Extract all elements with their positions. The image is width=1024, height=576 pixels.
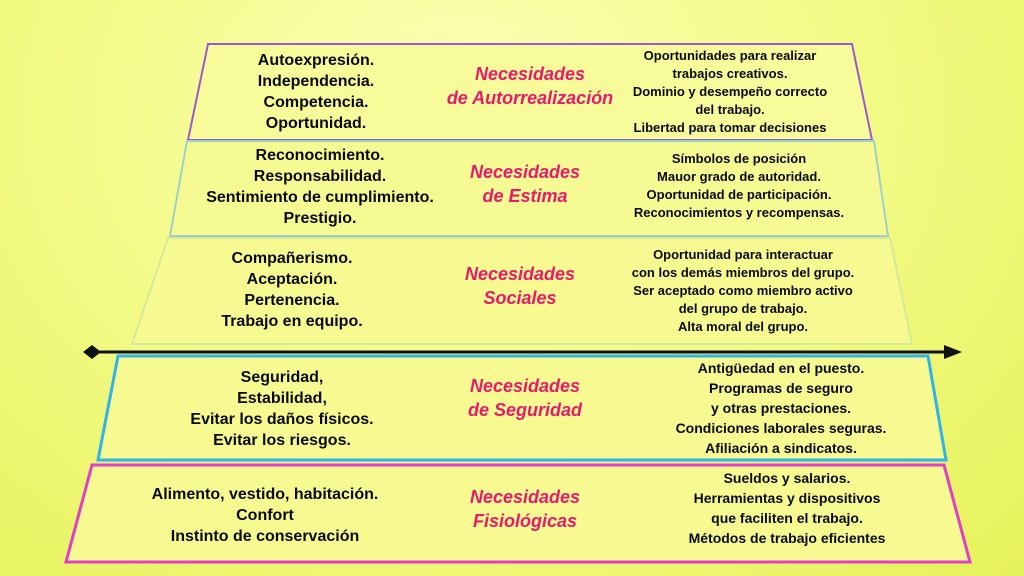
list-item: Mauor grado de autoridad. <box>657 169 821 184</box>
list-item: Seguridad, <box>240 369 324 386</box>
level-fisiologicas-right <box>654 468 920 548</box>
list-item: que faciliten el trabajo. <box>711 510 863 526</box>
list-item: Prestigio. <box>283 210 357 227</box>
list-item: Evitar los riesgos. <box>213 432 351 449</box>
divider-arrow-head-icon <box>944 345 962 359</box>
title-line: Necesidades <box>474 64 586 84</box>
list-item: trabajos creativos. <box>672 66 788 81</box>
list-item: Responsabilidad. <box>253 168 387 185</box>
title-line: de Estima <box>482 186 568 206</box>
list-item: Alta moral del grupo. <box>677 319 808 334</box>
list-item: Autoexpresión. <box>257 52 375 69</box>
title-line: Necesidades <box>469 376 581 396</box>
title-line: Necesidades <box>464 264 576 284</box>
list-item: del trabajo. <box>695 102 765 117</box>
list-item: Métodos de trabajo eficientes <box>688 530 886 546</box>
list-item: Trabajo en equipo. <box>221 313 363 330</box>
list-item: Reconocimiento. <box>255 147 385 164</box>
title-line: Sociales <box>483 288 557 308</box>
level-sociales-right <box>600 246 886 336</box>
list-item: y otras prestaciones. <box>710 400 852 416</box>
title-line: Fisiológicas <box>472 511 578 531</box>
title-line: de Autorrealización <box>446 88 614 108</box>
list-item: Alimento, vestido, habitación. <box>151 486 379 503</box>
level-sociales-title <box>430 262 610 310</box>
list-item: del grupo de trabajo. <box>678 301 808 316</box>
title-line: Necesidades <box>469 162 581 182</box>
list-item: Reconocimientos y recompensas. <box>633 205 845 220</box>
list-item: Símbolos de posición <box>671 151 807 166</box>
level-autorrealizacion-right <box>610 47 850 137</box>
level-seguridad-left <box>160 367 404 451</box>
list-item: Instinto de conservación <box>170 528 360 545</box>
list-item: Sueldos y salarios. <box>723 470 851 486</box>
level-fisiologicas-title <box>440 485 610 533</box>
level-estima-right <box>604 150 874 222</box>
list-item: Compañerismo. <box>231 250 353 267</box>
level-seguridad-right <box>646 358 916 458</box>
list-item: Ser aceptado como miembro activo <box>633 283 853 298</box>
list-item: Libertad para tomar decisiones <box>633 120 827 135</box>
list-item: Independencia. <box>257 73 375 90</box>
list-item: Herramientas y dispositivos <box>693 490 881 506</box>
list-item: Competencia. <box>263 94 369 111</box>
list-item: Oportunidades para realizar <box>643 48 817 63</box>
level-fisiologicas-left <box>120 484 410 547</box>
list-item: Condiciones laborales seguras. <box>675 420 887 436</box>
title-line: Necesidades <box>469 487 581 507</box>
title-line: de Seguridad <box>467 400 583 420</box>
list-item: con los demás miembros del grupo. <box>631 265 855 280</box>
level-estima-title <box>440 160 610 208</box>
list-item: Oportunidad de participación. <box>646 187 832 202</box>
level-autorrealizacion-title <box>440 62 620 110</box>
list-item: Aceptación. <box>246 271 338 288</box>
list-item: Sentimiento de cumplimiento. <box>206 189 434 206</box>
list-item: Estabilidad, <box>237 390 327 407</box>
level-estima-left <box>180 145 460 229</box>
level-autorrealizacion-left <box>216 50 416 134</box>
list-item: Afiliación a sindicatos. <box>705 440 857 456</box>
list-item: Oportunidad para interactuar <box>653 247 833 262</box>
list-item: Oportunidad. <box>265 115 367 132</box>
level-sociales-left <box>180 248 404 332</box>
list-item: Pertenencia. <box>244 292 340 309</box>
level-seguridad-title <box>430 374 620 422</box>
list-item: Confort <box>236 507 294 524</box>
list-item: Programas de seguro <box>709 380 853 396</box>
list-item: Evitar los daños físicos. <box>190 411 374 428</box>
divider-arrow-tail-icon <box>83 345 101 359</box>
list-item: Dominio y desempeño correcto <box>632 84 828 99</box>
list-item: Antigüedad en el puesto. <box>697 360 865 376</box>
